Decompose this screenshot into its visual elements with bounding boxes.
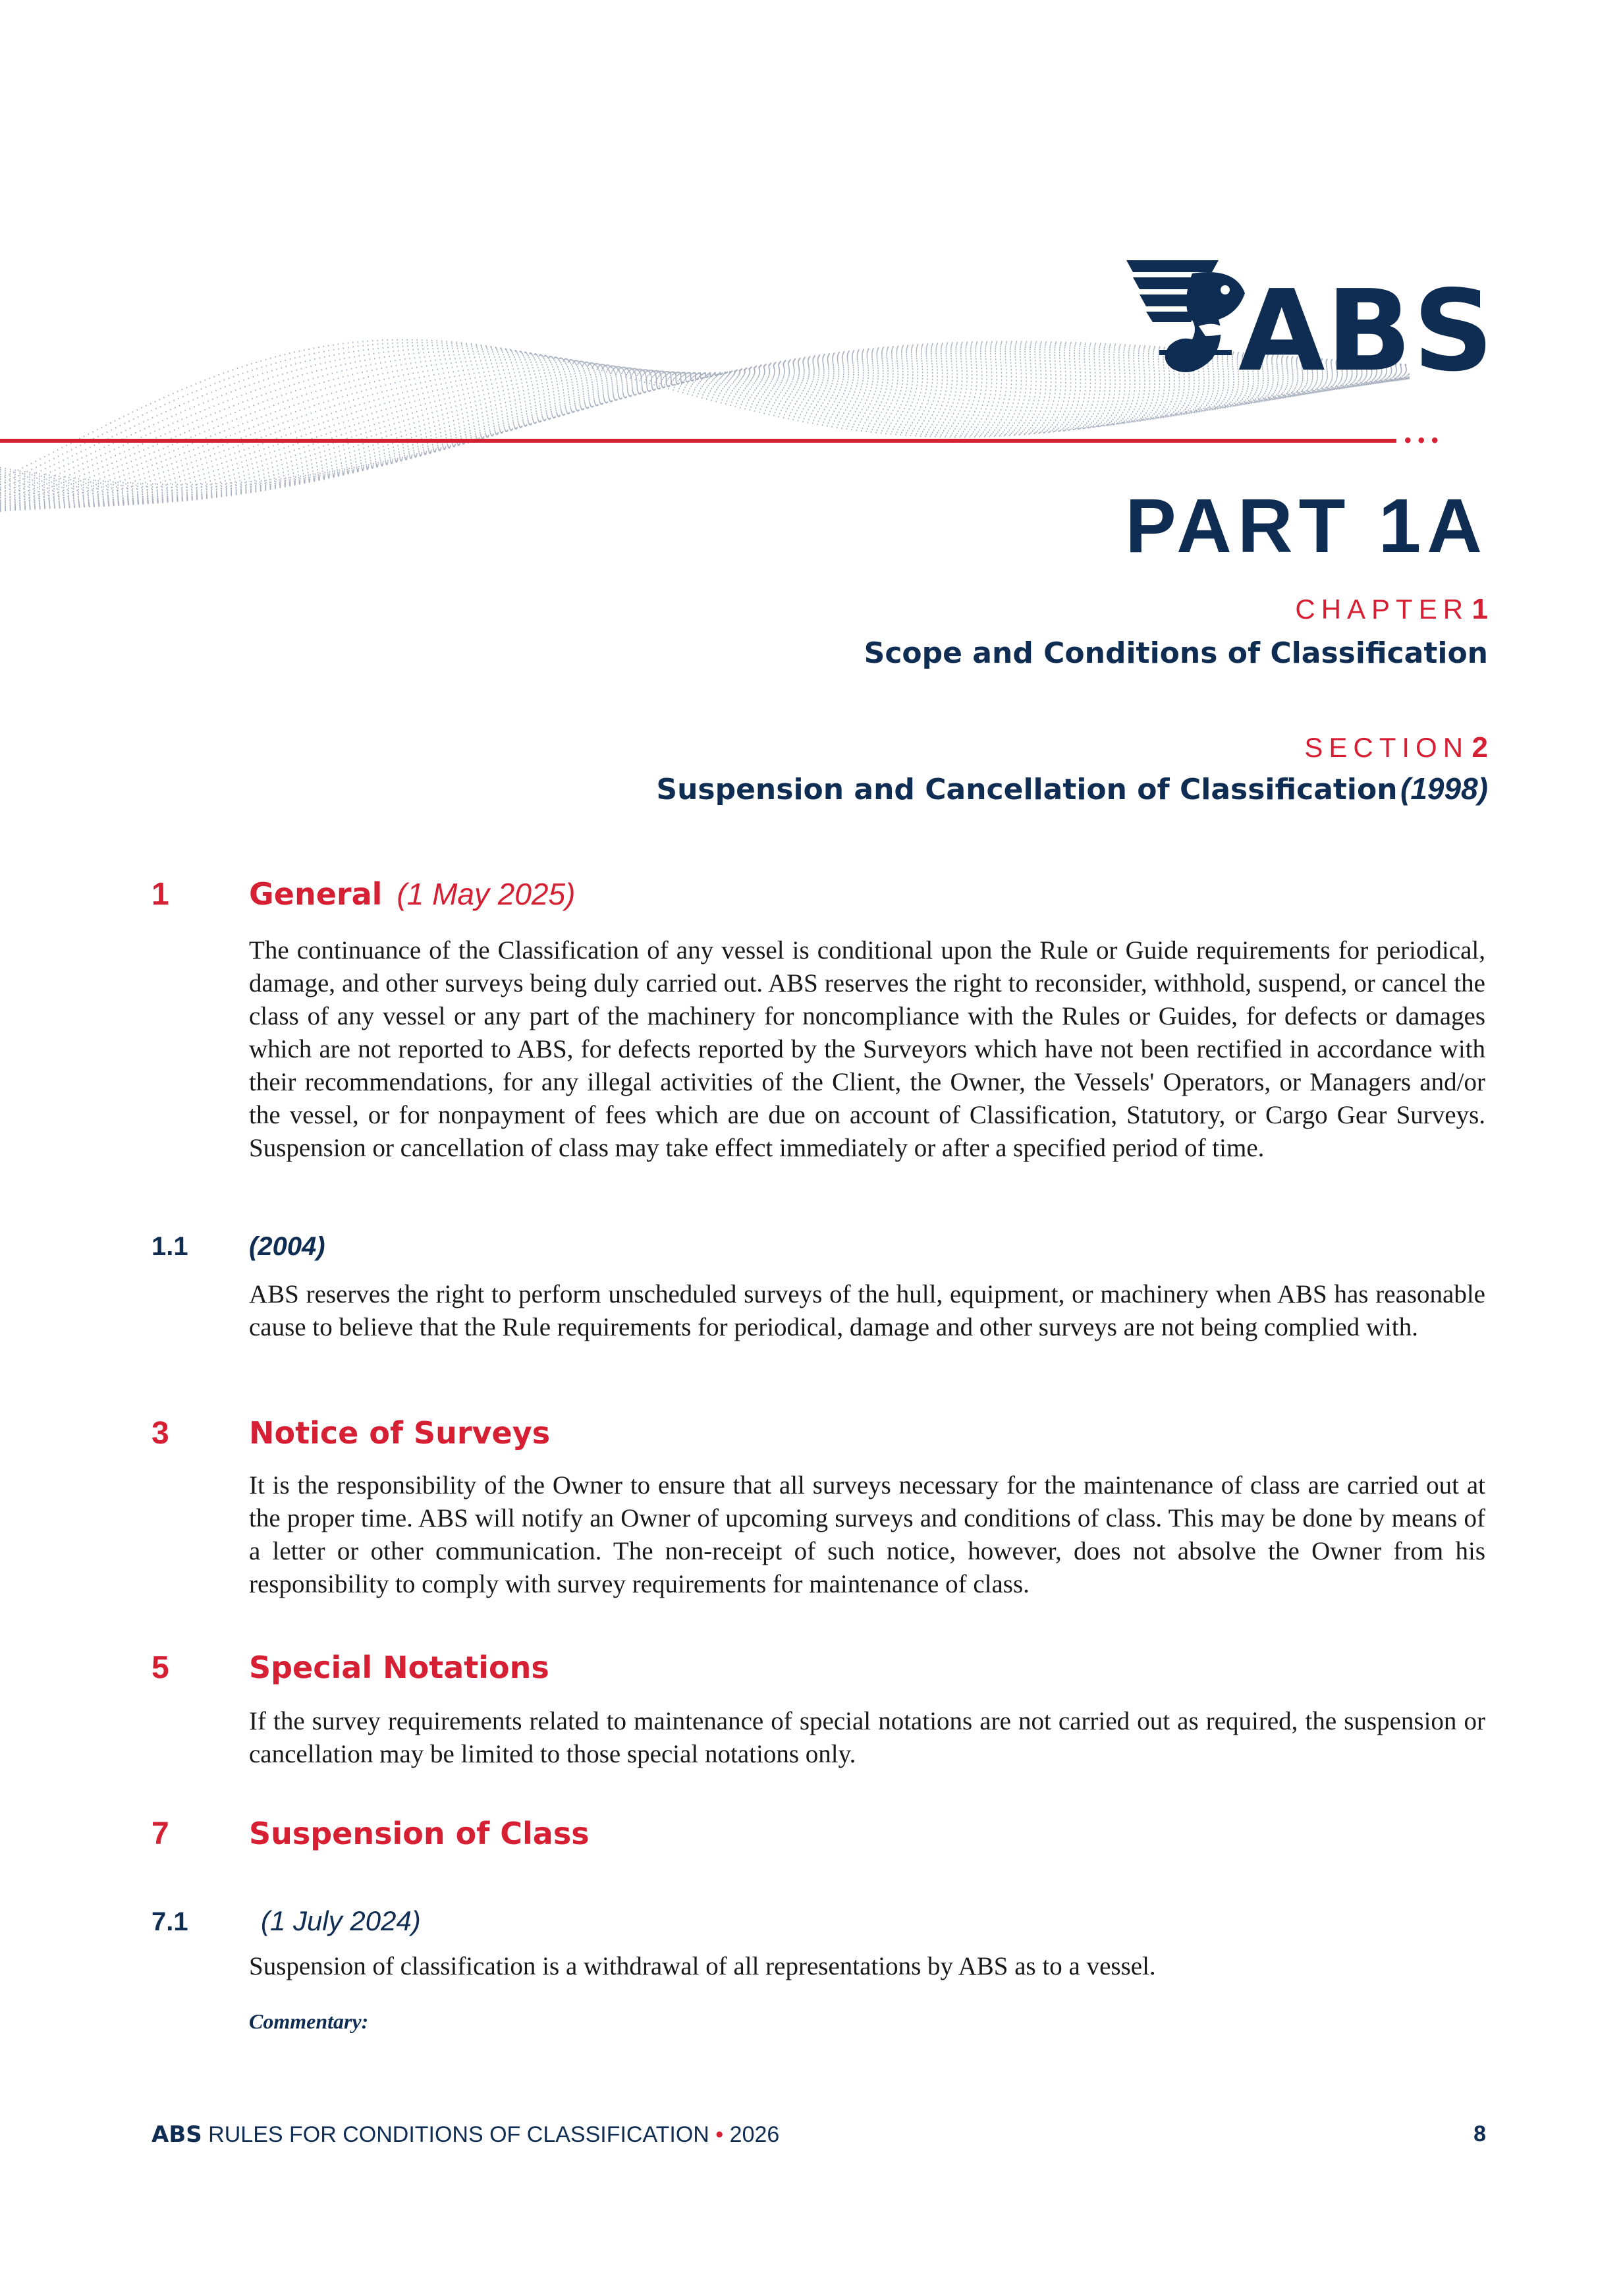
paragraph-special-notations: If the survey requirements related to maintenance of special notations are not carried out as required, the suspension or cancellation may be limited to those special notations only. (249, 1707, 1485, 1768)
chapter-title-row (864, 636, 1488, 670)
commentary-label: Commentary: (249, 2009, 369, 2033)
heading-7-1 (151, 1905, 421, 1937)
heading-date: (1 May 2025) (397, 877, 576, 911)
chapter-number: 1 (1472, 593, 1488, 625)
chapter-label: CHAPTER (1295, 594, 1470, 625)
heading-number: 5 (151, 1650, 169, 1685)
paragraph-7-1: Suspension of classification is a withdrawal of all representations by ABS as to a vessel. (249, 1952, 1156, 1980)
section-title-row (656, 771, 1488, 806)
heading-number: 1 (151, 877, 169, 912)
heading-title: General (249, 876, 383, 912)
section-label: SECTION (1304, 732, 1470, 763)
heading-notice-of-surveys (151, 1415, 550, 1451)
section-date: (1998) (1400, 771, 1488, 806)
heading-number: 7 (151, 1816, 169, 1851)
footer-title: RULES FOR CONDITIONS OF CLASSIFICATION (208, 2122, 709, 2147)
paragraph-1-1: ABS reserves the right to perform unscheduled surveys of the hull, equipment, or machinery when ABS has reasonable cause to believe that the Rule requirements for periodical, damage and other surveys are not being complied with. (249, 1280, 1485, 1341)
heading-1-1 (151, 1232, 325, 1262)
header-rule (0, 439, 1396, 443)
section-heading (1304, 731, 1488, 764)
section-title: Suspension and Cancellation of Classification (656, 773, 1398, 806)
logo-wordmark: ABS (1238, 266, 1495, 397)
part-title: PART 1A (1125, 483, 1488, 569)
footer-bullet: • (715, 2122, 724, 2147)
footer-year: 2026 (729, 2122, 780, 2147)
footer-brand: ABS (151, 2121, 202, 2148)
heading-title: Suspension of Class (249, 1816, 590, 1851)
heading-title: Notice of Surveys (249, 1415, 551, 1451)
header-rule-dots: ••• (1404, 430, 1445, 451)
chapter-title: Scope and Conditions of Classification (864, 636, 1488, 670)
paragraph-general: The continuance of the Classification of any vessel is conditional upon the Rule or Guide requirements for periodical, damage, and other surveys being duly carried out. ABS reserves the right to reconsider, withhold, suspend, or cancel the class of any vessel or any part of the machinery for noncompliance with the Rules or Guides, for defects or damages which are not reported to ABS, for defects reported by the Surveyors which have not been rectified in accordance with their recommendations, for any illegal activities of the Client, the Owner, the Vessels' Operators, or Managers and/or the vessel, or for nonpayment of fees which are due on account of Classification, Statutory, or Cargo Gear Surveys. Suspension or cancellation of class may take effect immediately or after a specified period of time. (249, 936, 1485, 1162)
heading-suspension-of-class (151, 1816, 590, 1852)
page-footer (151, 2121, 779, 2148)
heading-title: Special Notations (249, 1650, 549, 1685)
section-number: 2 (1472, 731, 1488, 764)
paragraph-notice-of-surveys: It is the responsibility of the Owner to ensure that all surveys necessary for the maintenance of class are carried out at the proper time. ABS will notify an Owner of upcoming surveys and conditions of class. This may be done by means of a letter or other communication. The non-receipt of such notice, however, does not absolve the Owner from his responsibility to comply with survey requirements for maintenance of class. (249, 1471, 1485, 1598)
heading-general (151, 876, 575, 912)
heading-number: 3 (151, 1416, 169, 1451)
heading-number: 7.1 (151, 1907, 188, 1936)
heading-date: (1 July 2024) (261, 1905, 421, 1936)
heading-number: 1.1 (151, 1232, 188, 1261)
page-number: 8 (1473, 2121, 1486, 2146)
heading-date: (2004) (249, 1232, 325, 1261)
abs-logo (1120, 254, 1495, 399)
chapter-heading (1295, 593, 1488, 626)
heading-special-notations (151, 1650, 549, 1686)
eagle-emblem-icon (1120, 254, 1252, 385)
